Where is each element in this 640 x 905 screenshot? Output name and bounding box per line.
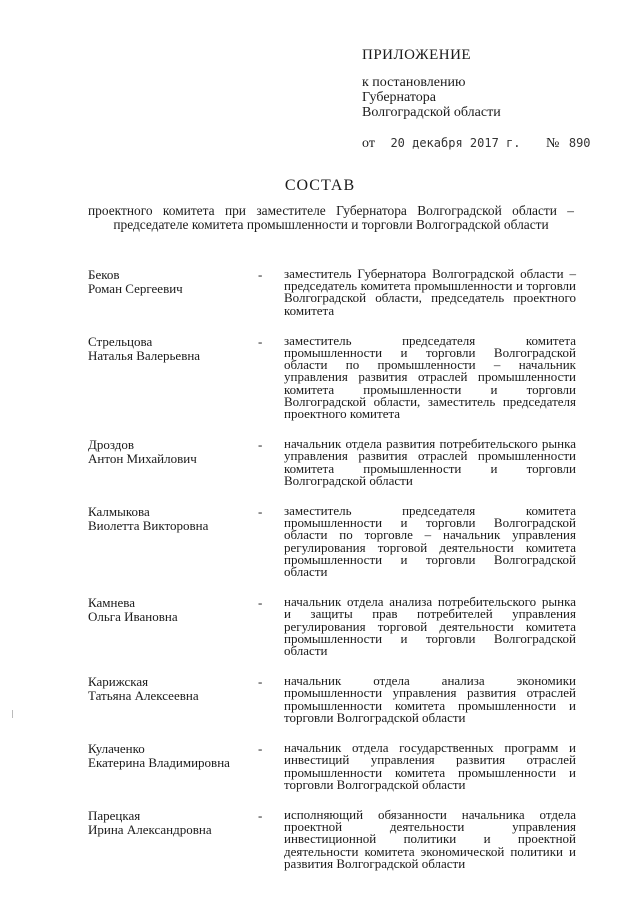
member-dash: -: [258, 807, 263, 823]
member-dash: -: [258, 437, 263, 453]
member-role: начальник отдела анализа экономики промышленности управления развития отраслей промышленности комитета промышленности и торговли Волгоградской области: [284, 673, 576, 725]
member-surname: Кулаченко: [88, 741, 145, 757]
annex-line-3: Волгоградской области: [362, 105, 501, 120]
member-surname: Карижская: [88, 674, 149, 690]
member-surname: Стрельцова: [88, 333, 153, 349]
member-role: заместитель председателя комитета промышленности и торговли Волгоградской области по промышленности – начальник управления развития отраслей промышленности комитета промышленности и торговли Волгоградской области, заместитель председателя проектного комитета: [284, 332, 576, 422]
document-title: СОСТАВ: [284, 177, 356, 194]
member-role: заместитель председателя комитета промышленности и торговли Волгоградской области по торговле – начальник управления регулирования торговой деятельности комитета промышленности и торговли Волгоградской области: [284, 503, 576, 580]
member-row: [88, 438, 576, 487]
member-given-name: Ольга Ивановна: [88, 609, 178, 625]
document-subtitle: проектного комитета при заместителе Губернатора Волгоградской области – председателе комитета промышленности и торговли Волгоградской области: [88, 203, 574, 232]
member-name: [88, 742, 253, 770]
member-row: [88, 742, 576, 791]
member-given-name: Наталья Валерьевна: [88, 347, 201, 363]
decree-number: 890: [568, 136, 591, 150]
member-name: [88, 505, 253, 533]
scan-margin-mark: [12, 710, 13, 718]
member-name: [88, 268, 253, 296]
member-dash: -: [258, 333, 263, 349]
member-row: [88, 332, 576, 422]
member-name: [88, 809, 253, 837]
member-given-name: Антон Михайлович: [88, 451, 197, 467]
number-label: №: [545, 136, 560, 151]
member-row: [88, 505, 576, 578]
member-name: [88, 596, 253, 624]
member-name: [88, 675, 253, 703]
member-name: [88, 438, 253, 466]
member-given-name: Ирина Александровна: [88, 821, 212, 837]
member-role: исполняющий обязанности начальника отдела проектной деятельности управления инвестиционной политики и проектной деятельности комитета экономической политики и развития Волгоградской области: [284, 806, 576, 871]
member-dash: -: [258, 267, 263, 282]
member-row: [88, 806, 576, 871]
member-dash: -: [258, 504, 263, 520]
member-row: [88, 675, 576, 724]
member-name: [88, 335, 253, 363]
member-given-name: Екатерина Владимировна: [88, 755, 230, 771]
member-surname: Парецкая: [88, 807, 141, 823]
decree-date: 20 декабря 2017 г.: [390, 136, 521, 150]
member-role: начальник отдела развития потребительского рынка управления развития отраслей промышленности комитета промышленности и торговли Волгоградской области: [284, 436, 576, 488]
member-given-name: Татьяна Алексеевна: [88, 688, 199, 704]
member-surname: Дроздов: [88, 437, 135, 453]
annex-line-1: к постановлению: [362, 75, 466, 90]
member-given-name: Роман Сергеевич: [88, 281, 183, 296]
member-dash: -: [258, 595, 263, 611]
member-dash: -: [258, 741, 263, 757]
member-surname: Калмыкова: [88, 504, 150, 520]
member-given-name: Виолетта Викторовна: [88, 518, 209, 534]
annex-block: [362, 48, 591, 151]
member-role: начальник отдела государственных программ и инвестиций управления развития отраслей промышленности комитета промышленности и торговли Волгоградской области: [284, 740, 576, 792]
annex-line-2: Губернатора: [362, 90, 437, 105]
annex-heading: ПРИЛОЖЕНИЕ: [362, 47, 472, 63]
member-row: [88, 596, 576, 657]
member-dash: -: [258, 674, 263, 690]
from-label: от: [362, 136, 375, 151]
member-surname: Камнева: [88, 595, 135, 611]
member-role: начальник отдела анализа потребительского рынка и защиты прав потребителей управления регулирования торговой деятельности комитета промышленности и торговли Волгоградской области: [284, 594, 576, 659]
members-list: [88, 268, 576, 870]
member-row: [88, 268, 576, 317]
member-role: заместитель Губернатора Волгоградской области – председатель комитета промышленности и торговли Волгоградской области, председатель проектного комитета: [284, 266, 576, 318]
annex-date-line: [362, 136, 591, 151]
member-surname: Беков: [88, 267, 120, 282]
